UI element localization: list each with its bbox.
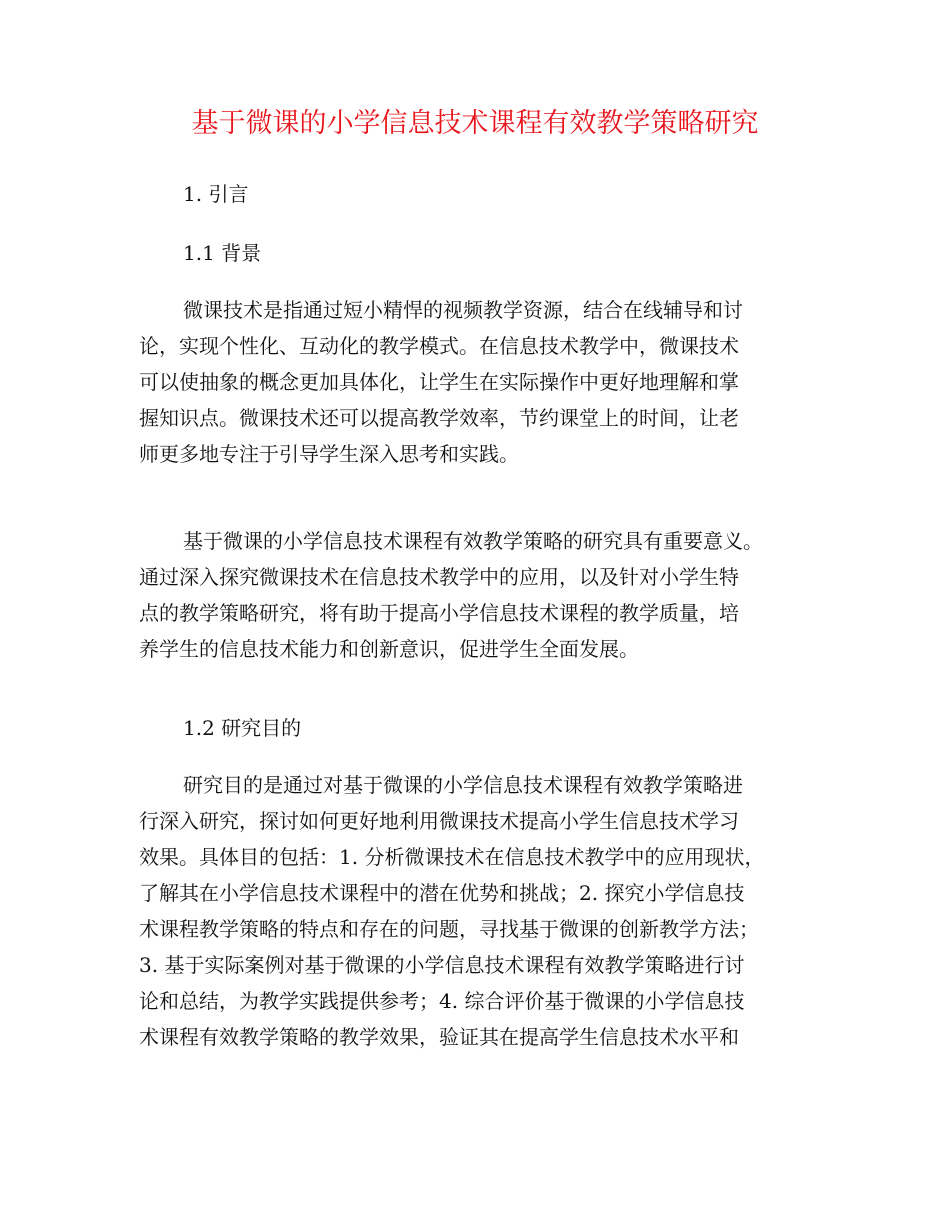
section-heading-research-purpose: 1.2 研究目的 — [183, 716, 302, 740]
paragraph-line: 论和总结，为教学实践提供参考；4. 综合评价基于微课的小学信息技 — [139, 989, 745, 1013]
paragraph-line: 效果。具体目的包括：1. 分析微课技术在信息技术教学中的应用现状， — [139, 845, 765, 869]
paragraph-line: 研究目的是通过对基于微课的小学信息技术课程有效教学策略进 — [183, 773, 743, 797]
paragraph-line: 握知识点。微课技术还可以提高教学效率，节约课堂上的时间，让老 — [139, 406, 739, 430]
paragraph-line: 术课程有效教学策略的教学效果，验证其在提高学生信息技术水平和 — [139, 1025, 739, 1049]
paragraph-line: 养学生的信息技术能力和创新意识，促进学生全面发展。 — [139, 637, 639, 661]
paragraph-line: 术课程教学策略的特点和存在的问题，寻找基于微课的创新教学方法； — [139, 917, 759, 941]
paragraph-line: 可以使抽象的概念更加具体化，让学生在实际操作中更好地理解和掌 — [139, 370, 739, 394]
section-heading-background: 1.1 背景 — [183, 241, 262, 265]
paragraph-line: 了解其在小学信息技术课程中的潜在优势和挑战；2. 探究小学信息技 — [139, 881, 745, 905]
paragraph-line: 基于微课的小学信息技术课程有效教学策略的研究具有重要意义。 — [183, 529, 763, 553]
paragraph-line: 通过深入探究微课技术在信息技术教学中的应用，以及针对小学生特 — [139, 565, 739, 589]
paragraph-background-2 — [139, 523, 823, 667]
paragraph-background-1 — [139, 292, 823, 472]
paragraph-line: 点的教学策略研究，将有助于提高小学信息技术课程的教学质量，培 — [139, 601, 739, 625]
paragraph-line: 师更多地专注于引导学生深入思考和实践。 — [139, 442, 519, 466]
paragraph-research-purpose — [139, 767, 823, 1055]
document-title: 基于微课的小学信息技术课程有效教学策略研究 — [191, 108, 759, 139]
paragraph-line: 微课技术是指通过短小精悍的视频教学资源，结合在线辅导和讨 — [183, 298, 743, 322]
paragraph-line: 3. 基于实际案例对基于微课的小学信息技术课程有效教学策略进行讨 — [139, 953, 745, 977]
section-heading-introduction: 1. 引言 — [183, 182, 249, 206]
paragraph-line: 论，实现个性化、互动化的教学模式。在信息技术教学中，微课技术 — [139, 334, 739, 358]
paragraph-line: 行深入研究，探讨如何更好地利用微课技术提高小学生信息技术学习 — [139, 809, 739, 833]
